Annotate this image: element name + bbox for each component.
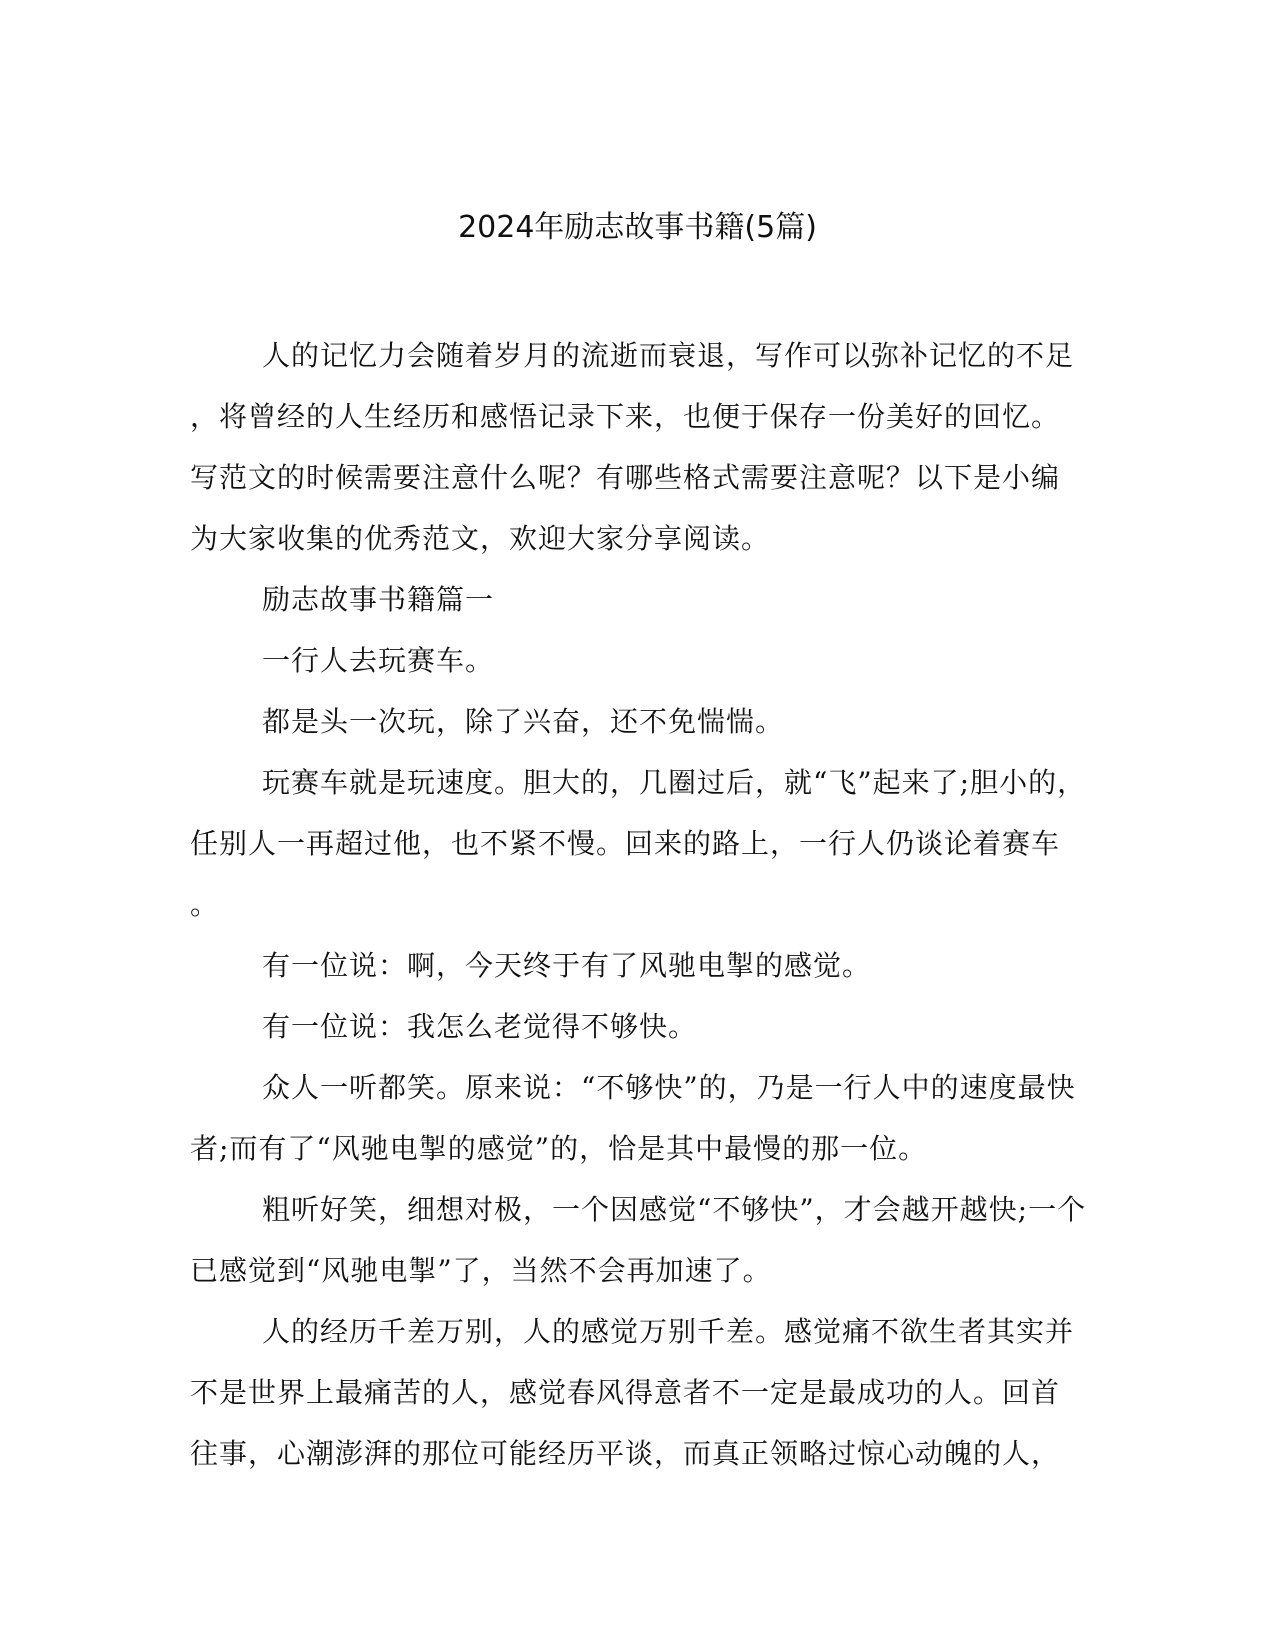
text-line: 励志故事书籍篇一 [262,583,495,616]
text-line: 不是世界上最痛苦的人，感觉春风得意者不一定是最成功的人。回首 [190,1376,1061,1409]
paragraph [190,691,1080,752]
document-body [190,325,1087,1484]
text-line: ，将曾经的人生经历和感悟记录下来，也便于保存一份美好的回忆。 [190,400,1061,433]
text-line: 人的记忆力会随着岁月的流逝而衰退，写作可以弥补记忆的不足 [262,339,1075,372]
paragraph [190,935,1080,996]
text-line: 已感觉到“风驰电掣”了，当然不会再加速了。 [190,1254,772,1287]
text-line: 都是头一次玩，除了兴奋，还不免惴惴。 [262,705,785,738]
document-title: 2024年励志故事书籍(5篇) [458,210,817,245]
text-line: 众人一听都笑。原来说：“不够快”的，乃是一行人中的速度最快 [262,1071,1076,1104]
paragraph [190,752,1087,935]
text-line: 。 [190,888,220,921]
text-line: 一行人去玩赛车。 [262,644,495,677]
text-line: 玩赛车就是玩速度。胆大的，几圈过后，就“飞”起来了;胆小的， [262,766,1087,799]
paragraph [190,1301,1080,1484]
text-line: 者;而有了“风驰电掣的感觉”的，恰是其中最慢的那一位。 [190,1132,928,1165]
text-line: 有一位说：我怎么老觉得不够快。 [262,1010,698,1043]
paragraph [190,325,1080,569]
text-line: 粗听好笑，细想对极，一个因感觉“不够快”，才会越开越快;一个 [262,1193,1087,1226]
text-line: 人的经历千差万别，人的感觉万别千差。感觉痛不欲生者其实并 [262,1315,1075,1348]
paragraph [190,1057,1080,1179]
paragraph [190,569,1080,630]
paragraph [190,1179,1087,1301]
text-line: 写范文的时候需要注意什么呢？有哪些格式需要注意呢？以下是小编 [190,461,1061,494]
text-line: 任别人一再超过他，也不紧不慢。回来的路上，一行人仍谈论着赛车 [190,827,1061,860]
paragraph [190,996,1080,1057]
text-line: 为大家收集的优秀范文，欢迎大家分享阅读。 [190,522,771,555]
text-line: 往事，心潮澎湃的那位可能经历平谈，而真正领略过惊心动魄的人， [190,1437,1061,1470]
text-line: 有一位说：啊，今天终于有了风驰电掣的感觉。 [262,949,872,982]
paragraph [190,630,1080,691]
